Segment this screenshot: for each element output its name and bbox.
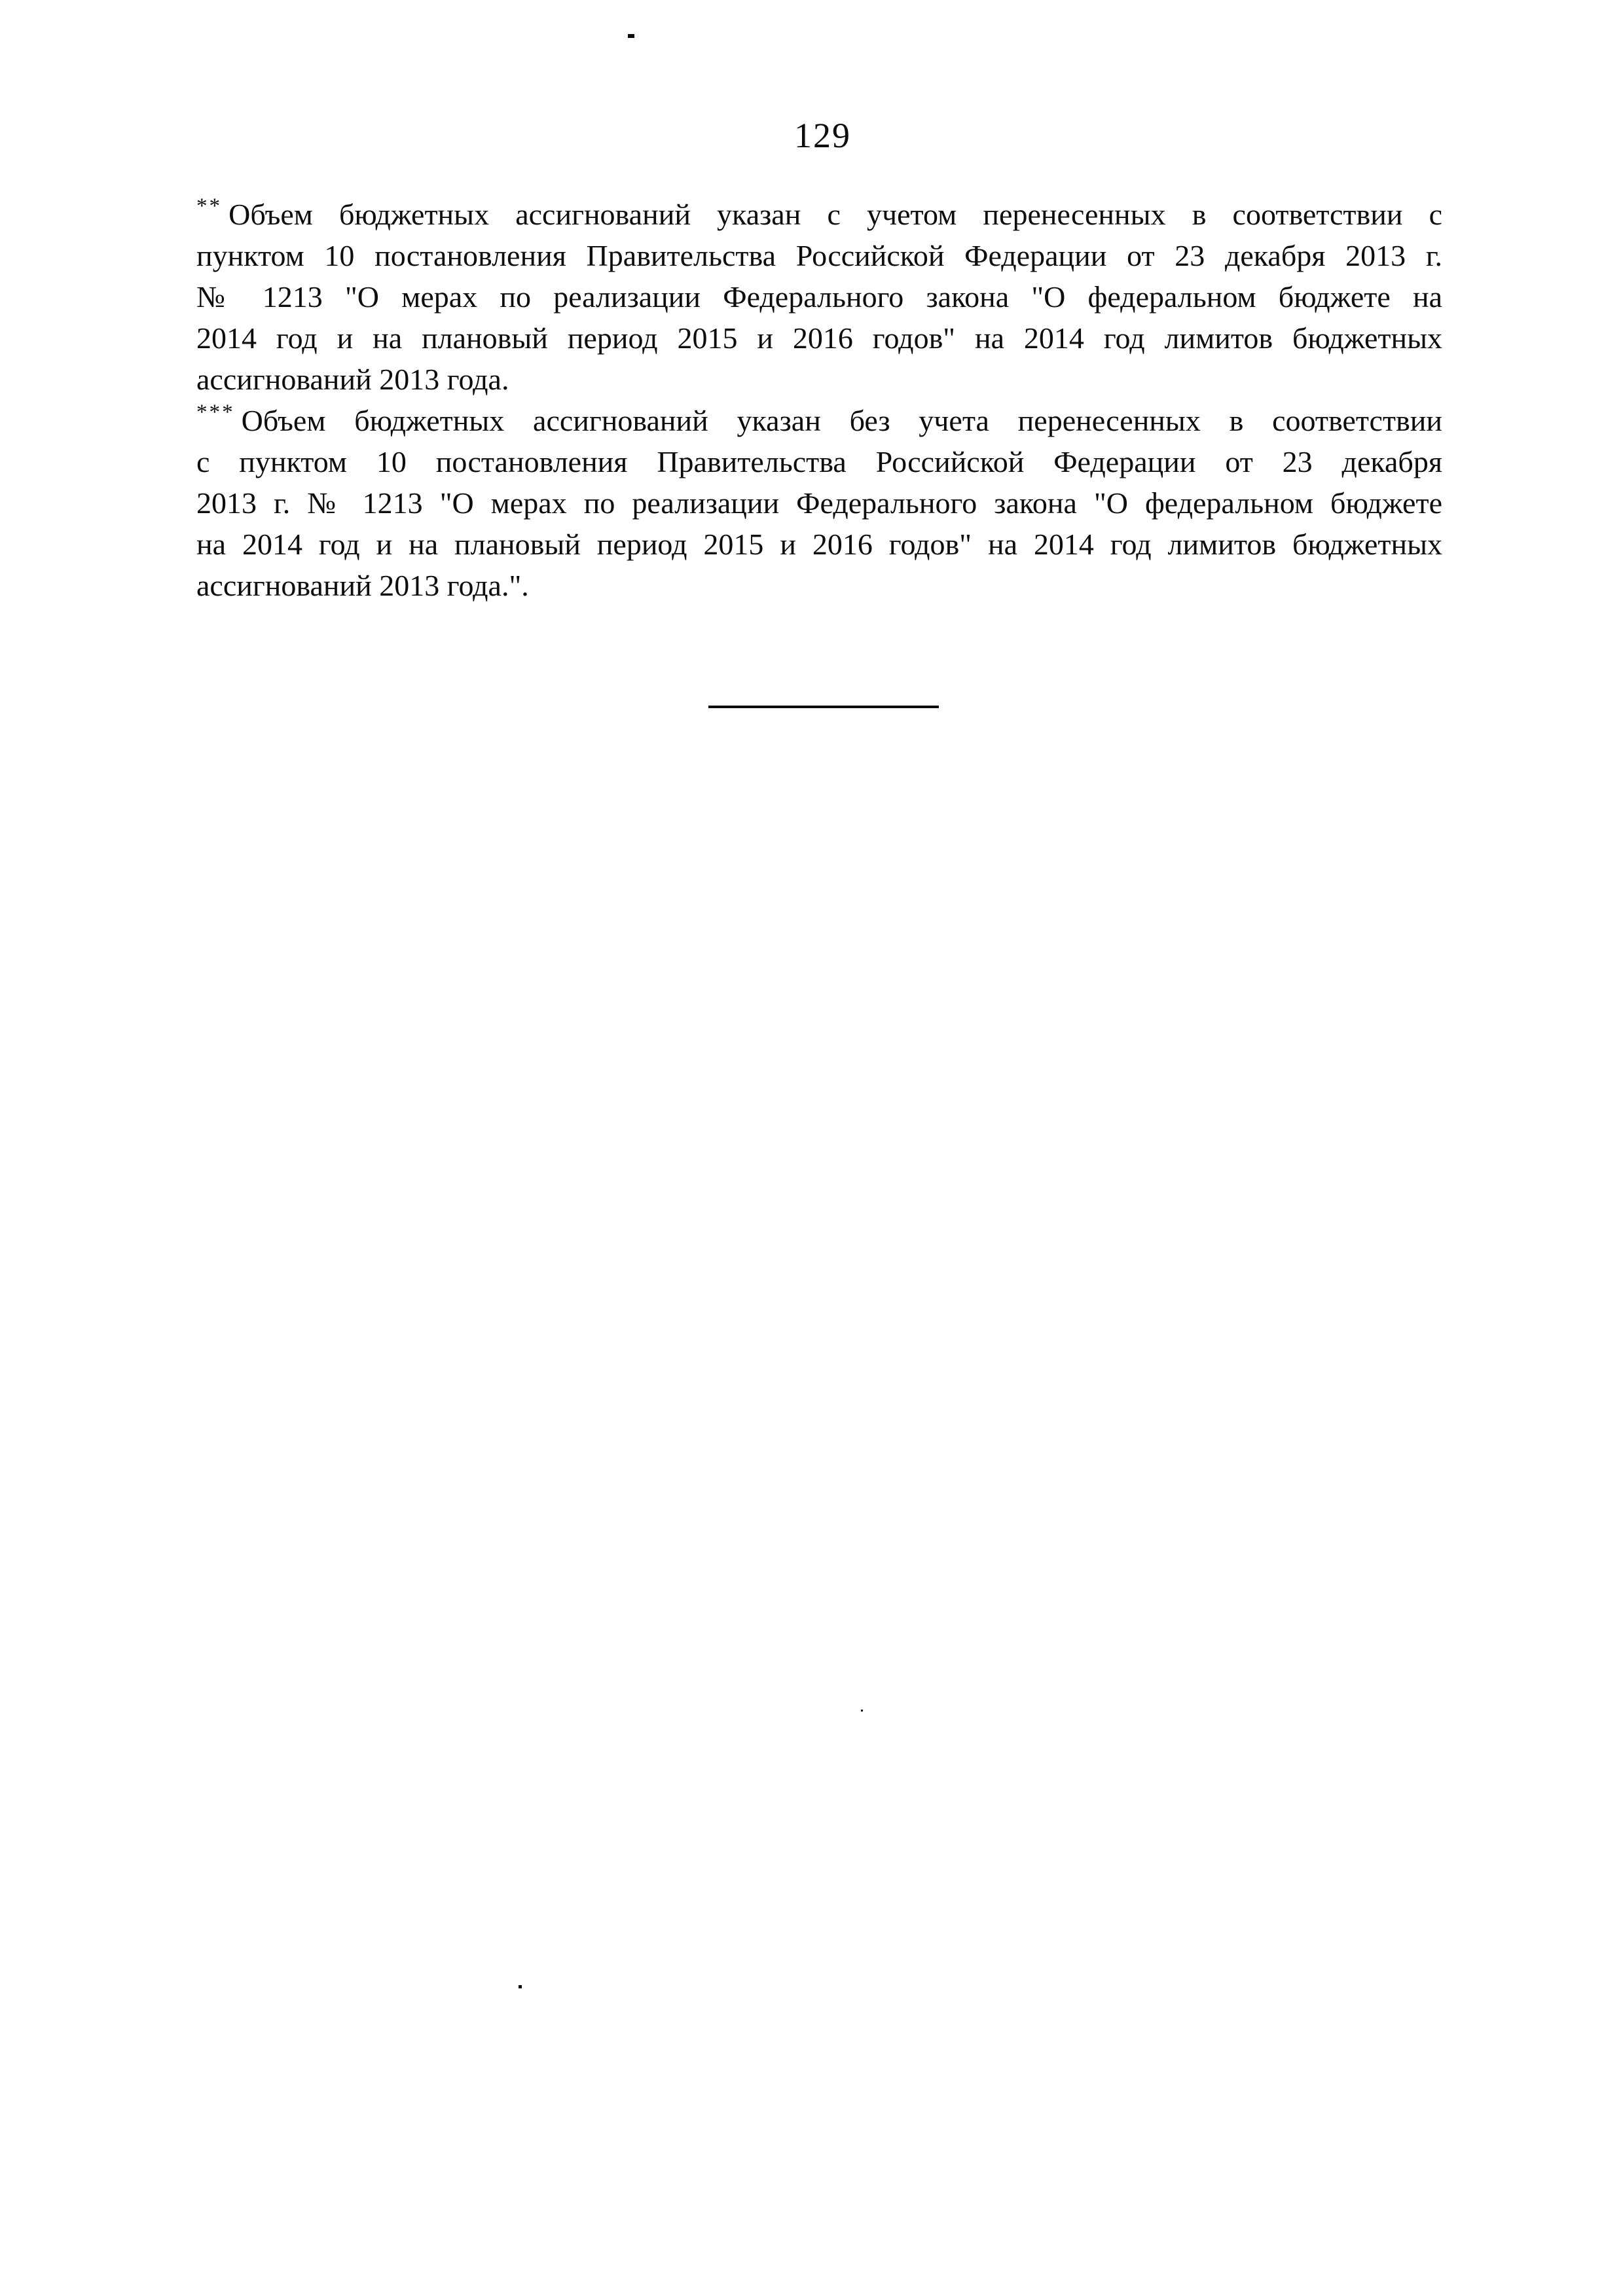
footnote-line: пунктом 10 постановления Правительства Российской Федерации от 23 декабря 2013 г. bbox=[196, 239, 1442, 272]
footnote-line: *** Объем бюджетных ассигнований указан без учета перенесенных в соответствии bbox=[196, 399, 1442, 437]
page-number: 129 bbox=[794, 116, 851, 155]
scan-speck bbox=[628, 34, 634, 38]
footnote-line: 2014 год и на плановый период 2015 и 2016 годов" на 2014 год лимитов бюджетных bbox=[196, 321, 1442, 355]
footnote-line: ассигнований 2013 года. bbox=[196, 363, 509, 396]
footnote-line: 2013 г. № 1213 "О мерах по реализации Федерального закона "О федеральном бюджете bbox=[196, 486, 1442, 520]
footnote-line: ** Объем бюджетных ассигнований указан с учетом перенесенных в соответствии с bbox=[196, 193, 1442, 231]
footnote-line: на 2014 год и на плановый период 2015 и 2016 годов" на 2014 год лимитов бюджетных bbox=[196, 528, 1442, 561]
scan-speck bbox=[861, 1710, 863, 1712]
footnote-line: ассигнований 2013 года.". bbox=[196, 569, 529, 602]
section-divider-rule bbox=[708, 706, 939, 708]
footnote-line-text: Объем бюджетных ассигнований указан с учетом перенесенных в соответствии с bbox=[228, 198, 1442, 231]
footnote-double-asterisk bbox=[196, 194, 1442, 400]
scan-speck bbox=[519, 1985, 522, 1988]
footnote-line: № 1213 "О мерах по реализации Федерального закона "О федеральном бюджете на bbox=[196, 280, 1442, 314]
footnotes-block bbox=[196, 194, 1442, 606]
footnote-triple-asterisk bbox=[196, 400, 1442, 606]
footnote-line-text: Объем бюджетных ассигнований указан без учета перенесенных в соответствии bbox=[241, 404, 1442, 437]
footnote-line: с пунктом 10 постановления Правительства Российской Федерации от 23 декабря bbox=[196, 445, 1442, 478]
